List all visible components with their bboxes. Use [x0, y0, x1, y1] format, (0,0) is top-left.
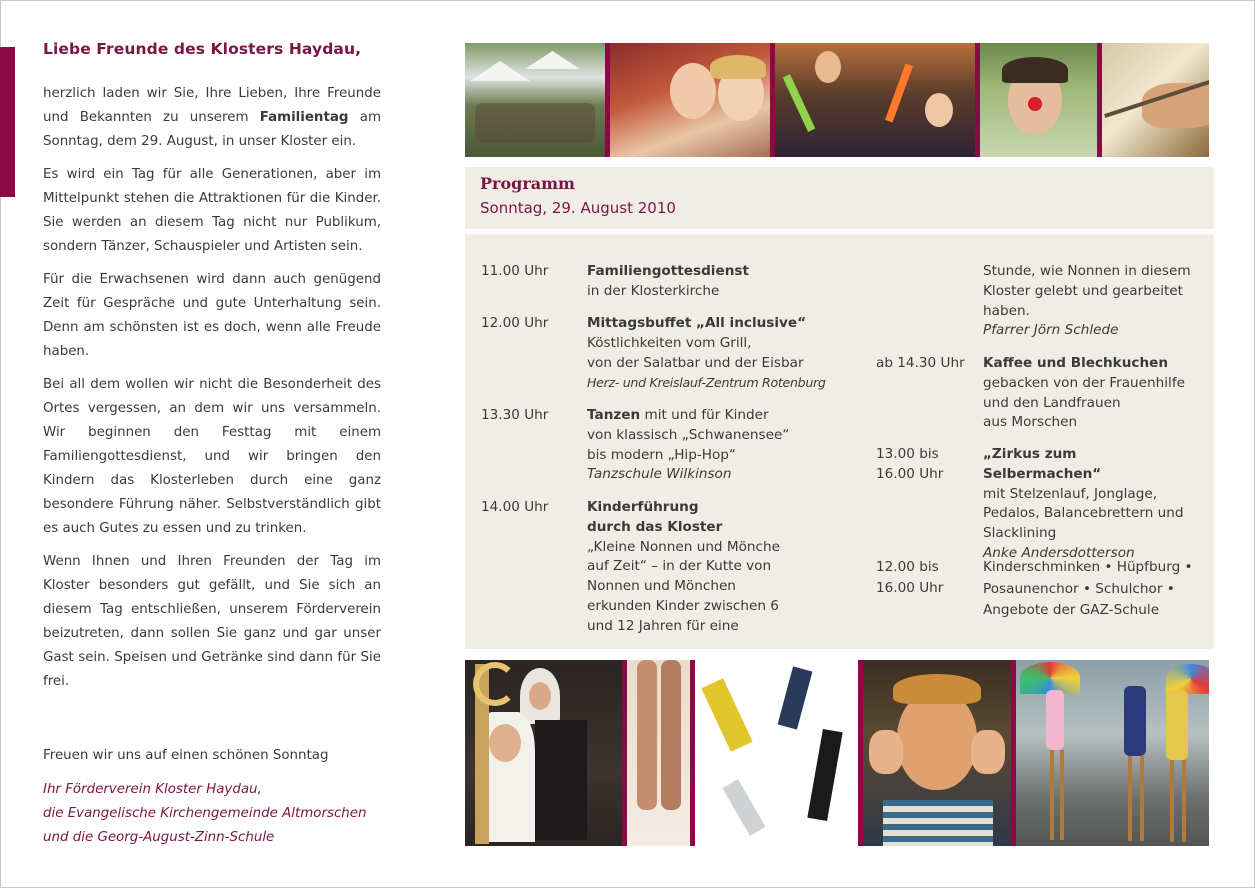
event-line: Nonnen und Mönchen [587, 578, 736, 595]
event-time-end: 16.00 Uhr [876, 465, 944, 482]
event-line: erkunden Kinder zwischen 6 [587, 597, 779, 614]
event-line: aus Morschen [983, 414, 1078, 431]
event-line: Stunde, wie Nonnen in diesem [983, 263, 1191, 279]
event-line: Angebote der GAZ-Schule [983, 602, 1160, 618]
letter-signature [43, 778, 381, 850]
event-time: 14.00 Uhr [481, 499, 549, 515]
letter-closing: Freuen wir uns auf einen schönen Sonntag [43, 748, 329, 763]
program-title: Programm [480, 174, 575, 193]
photo-girl-clown-nose [980, 43, 1097, 157]
event-kinderfuehrung-continued [983, 262, 1198, 341]
event-title-rest: mit und für Kinder [640, 407, 769, 423]
program-date: Sonntag, 29. August 2010 [480, 199, 676, 217]
event-kinderfuehrung [587, 498, 837, 637]
event-line: Posaunenchor • Schulchor • [983, 580, 1175, 597]
event-line: auf Zeit“ – in der Kutte von [587, 558, 772, 575]
event-line: mit Stelzenlauf, Jonglage, [983, 485, 1158, 502]
photo-face-painted-boy [863, 660, 1011, 846]
p1-bold: Familientag [259, 110, 349, 125]
photo-garden-tents [465, 43, 605, 157]
photo-hand-painting [1102, 43, 1209, 157]
event-kaffee [983, 354, 1198, 433]
event-time [876, 557, 943, 599]
photo-dancers [695, 660, 858, 846]
program-header [465, 167, 1214, 229]
event-mittagsbuffet [587, 314, 837, 393]
photo-children-eating [610, 43, 770, 157]
event-title: Kaffee und Blechkuchen [983, 355, 1169, 371]
event-title: durch das Kloster [587, 518, 723, 535]
event-line: Köstlichkeiten vom Grill, [587, 334, 752, 351]
letter-paragraph-4: Bei all dem wollen wir nicht die Besonderheit des Ortes vergessen, an dem wir uns versammeln. Wir beginnen den Festtag mit einem Familiengottesdienst, und wir bringen den Kindern das Klosterleben durch eine ganz besondere Führung näher. Selbstverständlich gibt es auch Gutes zu essen und zu trinken. [43, 377, 381, 536]
event-time-end: 16.00 Uhr [876, 580, 944, 596]
event-line: Pedalos, Balancebrettern und [983, 505, 1184, 522]
signature-line-2: die Evangelische Kirchengemeinde Altmorschen [43, 806, 367, 821]
event-title: Tanzen [587, 407, 641, 423]
event-title: Mittagsbuffet „All inclusive“ [587, 315, 807, 331]
event-credit: Herz- und Kreislauf-Zentrum Rotenburg [587, 375, 826, 391]
event-title: Kinderführung [587, 499, 699, 515]
p1-text-a: herzlich laden wir Sie, Ihre Lieben, Ihre Freunde und Bekannten zu unserem [43, 86, 381, 125]
event-title: „Zirkus zum Selbermachen“ [983, 446, 1102, 482]
event-time-start: 13.00 bis [876, 446, 939, 462]
event-line: und 12 Jahren für eine [587, 617, 739, 634]
event-line: gebacken von der Frauenhilfe [983, 374, 1185, 391]
signature-line-1: Ihr Förderverein Kloster Haydau, [43, 782, 262, 797]
event-title: Familiengottesdienst [587, 263, 749, 279]
letter-paragraph-2: Es wird ein Tag für alle Generationen, aber im Mittelpunkt stehen die Attraktionen für die Kinder. Sie werden an diesem Tag nicht nur Publikum, sondern Tänzer, Schauspieler und Artisten sein. [43, 167, 381, 254]
accent-bar [0, 47, 15, 197]
event-time-start: 12.00 bis [876, 559, 939, 575]
event-time: ab 14.30 Uhr [876, 355, 965, 371]
event-line: Kloster gelebt und gearbeitet [983, 282, 1183, 299]
event-tanzen [587, 406, 837, 485]
event-kinderschminken [983, 557, 1198, 622]
event-line: in der Klosterkirche [587, 282, 720, 299]
event-credit: Tanzschule Wilkinson [587, 466, 732, 483]
signature-line-3: und die Georg-August-Zinn-Schule [43, 830, 275, 845]
letter-paragraph-3: Für die Erwachsenen wird dann auch genügend Zeit für Gespräche und gute Unterhaltung sein. Denn am schönsten ist es doch, wenn alle Freude haben. [43, 272, 381, 359]
event-line: von klassisch „Schwanensee“ [587, 426, 790, 443]
event-credit: Anke Andersdotterson [983, 544, 1135, 561]
event-line: und den Landfrauen [983, 394, 1121, 411]
event-time: 12.00 Uhr [481, 315, 549, 331]
event-time: 11.00 Uhr [481, 263, 549, 279]
letter-paragraph-5: Wenn Ihnen und Ihren Freunden der Tag im Kloster besonders gut gefällt, und Sie sich an diesem Tag entschließen, unserem Förderverein beizutreten, dann sollen Sie ganz und gar unser Gast sein. Speisen und Getränke sind dann für Sie frei. [43, 554, 381, 689]
event-zirkus [983, 445, 1198, 564]
event-line: Kinderschminken • Hüpfburg • [983, 559, 1193, 575]
p1-text-b: am Sonntag, dem 29. August, in unser Kloster ein. [43, 110, 381, 149]
photo-nuns-and-monks [465, 660, 622, 846]
event-line: haben. [983, 302, 1030, 319]
event-credit: Pfarrer Jörn Schlede [983, 322, 1119, 339]
event-line: bis modern „Hip-Hop“ [587, 446, 736, 463]
event-time: 13.30 Uhr [481, 407, 549, 423]
event-familiengottesdienst [587, 262, 837, 302]
photo-ballet-feet [627, 660, 690, 846]
photo-kids-with-sticks [775, 43, 975, 157]
letter-column [43, 40, 381, 850]
letter-greeting: Liebe Freunde des Klosters Haydau, [43, 40, 362, 58]
event-line: „Kleine Nonnen und Mönche [587, 538, 781, 555]
event-time [876, 445, 943, 485]
top-photo-strip [465, 43, 1214, 157]
photo-stilt-walkers [1016, 660, 1209, 846]
event-line: Slacklining [983, 525, 1057, 542]
program-schedule [465, 234, 1214, 649]
event-line: von der Salatbar und der Eisbar [587, 354, 804, 371]
letter-paragraph-1 [43, 82, 381, 154]
bottom-photo-strip [465, 660, 1214, 846]
